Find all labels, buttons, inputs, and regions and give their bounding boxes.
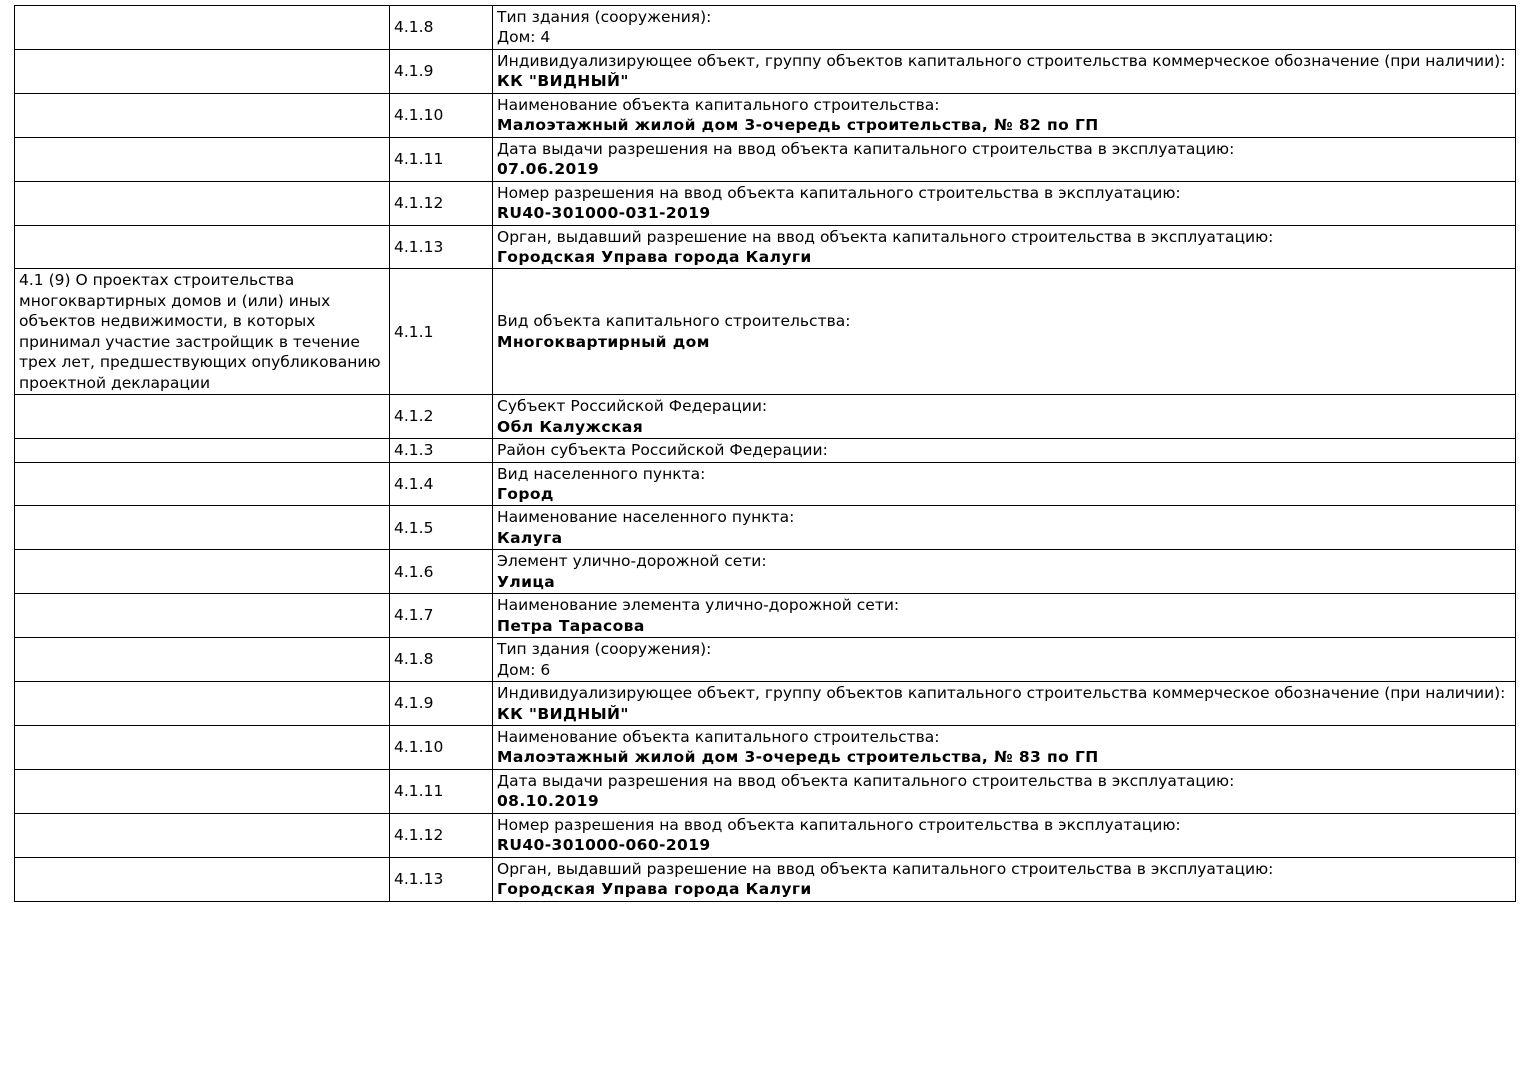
section-cell bbox=[15, 638, 390, 682]
row-code: 4.1.3 bbox=[390, 439, 493, 462]
section-cell bbox=[15, 225, 390, 269]
section-cell bbox=[15, 725, 390, 769]
field-label: Субъект Российской Федерации: bbox=[497, 397, 768, 416]
table-row bbox=[15, 813, 1516, 857]
table-row bbox=[15, 49, 1516, 93]
section-cell bbox=[15, 6, 390, 50]
row-code: 4.1.10 bbox=[390, 93, 493, 137]
description-cell bbox=[493, 181, 1516, 225]
description-cell bbox=[493, 439, 1516, 462]
description-cell bbox=[493, 269, 1516, 395]
field-label: Наименование элемента улично-дорожной сети: bbox=[497, 596, 900, 615]
table-row bbox=[15, 225, 1516, 269]
table-row bbox=[15, 462, 1516, 506]
description-cell bbox=[493, 813, 1516, 857]
table-row bbox=[15, 594, 1516, 638]
field-label: Элемент улично-дорожной сети: bbox=[497, 552, 767, 571]
description-cell bbox=[493, 49, 1516, 93]
field-label: Орган, выдавший разрешение на ввод объекта капитального строительства в эксплуатацию: bbox=[497, 859, 1274, 878]
field-value: 07.06.2019 bbox=[497, 160, 600, 179]
project-declaration-table bbox=[14, 5, 1516, 902]
field-value: КК "ВИДНЫЙ" bbox=[497, 72, 629, 91]
description-cell bbox=[493, 225, 1516, 269]
field-value: Дом: 6 bbox=[497, 660, 551, 679]
field-value: КК "ВИДНЫЙ" bbox=[497, 704, 629, 723]
field-value: Малоэтажный жилой дом 3-очередь строительства, № 83 по ГП bbox=[497, 748, 1099, 767]
section-cell bbox=[15, 857, 390, 901]
field-label: Вид населенного пункта: bbox=[497, 464, 706, 483]
field-label: Тип здания (сооружения): bbox=[497, 640, 712, 659]
table-row bbox=[15, 769, 1516, 813]
section-cell bbox=[15, 93, 390, 137]
table-row bbox=[15, 506, 1516, 550]
description-cell bbox=[493, 594, 1516, 638]
field-value: Городская Управа города Калуги bbox=[497, 880, 812, 899]
table-row bbox=[15, 181, 1516, 225]
description-cell bbox=[493, 857, 1516, 901]
field-value: 08.10.2019 bbox=[497, 792, 600, 811]
field-label: Номер разрешения на ввод объекта капитального строительства в эксплуатацию: bbox=[497, 183, 1181, 202]
field-value: Калуга bbox=[497, 528, 563, 547]
field-label: Дата выдачи разрешения на ввод объекта капитального строительства в эксплуатацию: bbox=[497, 139, 1235, 158]
description-cell bbox=[493, 6, 1516, 50]
field-label: Район субъекта Российской Федерации: bbox=[497, 441, 828, 460]
row-code: 4.1.2 bbox=[390, 395, 493, 439]
description-cell bbox=[493, 550, 1516, 594]
field-label: Индивидуализирующее объект, группу объектов капитального строительства коммерческое обозначение (при наличии): bbox=[497, 51, 1506, 70]
field-label: Тип здания (сооружения): bbox=[497, 8, 712, 26]
description-cell bbox=[493, 462, 1516, 506]
section-cell: 4.1 (9) О проектах строительства многоквартирных домов и (или) иных объектов недвижимости, в которых принимал участие застройщик в течение трех лет, предшествующих опубликованию проектной декларации bbox=[15, 269, 390, 395]
field-value: Город bbox=[497, 484, 554, 503]
row-code: 4.1.11 bbox=[390, 137, 493, 181]
field-value: Городская Управа города Калуги bbox=[497, 247, 812, 266]
section-cell bbox=[15, 506, 390, 550]
field-label: Индивидуализирующее объект, группу объектов капитального строительства коммерческое обозначение (при наличии): bbox=[497, 684, 1506, 703]
row-code: 4.1.8 bbox=[390, 6, 493, 50]
description-cell bbox=[493, 769, 1516, 813]
table-row bbox=[15, 682, 1516, 726]
section-cell bbox=[15, 682, 390, 726]
field-value: Обл Калужская bbox=[497, 417, 644, 436]
table-row bbox=[15, 137, 1516, 181]
section-cell bbox=[15, 769, 390, 813]
field-value: Дом: 4 bbox=[497, 28, 551, 47]
description-cell bbox=[493, 638, 1516, 682]
field-label: Орган, выдавший разрешение на ввод объекта капитального строительства в эксплуатацию: bbox=[497, 227, 1274, 246]
table-row bbox=[15, 269, 1516, 395]
description-cell bbox=[493, 137, 1516, 181]
section-cell bbox=[15, 462, 390, 506]
row-code: 4.1.5 bbox=[390, 506, 493, 550]
section-cell bbox=[15, 439, 390, 462]
row-code: 4.1.11 bbox=[390, 769, 493, 813]
field-label: Дата выдачи разрешения на ввод объекта капитального строительства в эксплуатацию: bbox=[497, 771, 1235, 790]
field-label: Наименование объекта капитального строительства: bbox=[497, 95, 940, 114]
section-cell bbox=[15, 550, 390, 594]
section-cell bbox=[15, 813, 390, 857]
field-value: Улица bbox=[497, 572, 556, 591]
row-code: 4.1.12 bbox=[390, 181, 493, 225]
description-cell bbox=[493, 395, 1516, 439]
row-code: 4.1.9 bbox=[390, 682, 493, 726]
table-row bbox=[15, 93, 1516, 137]
row-code: 4.1.9 bbox=[390, 49, 493, 93]
row-code: 4.1.6 bbox=[390, 550, 493, 594]
field-label: Вид объекта капитального строительства: bbox=[497, 312, 851, 331]
section-cell bbox=[15, 49, 390, 93]
field-value: Многоквартирный дом bbox=[497, 332, 710, 351]
table-row bbox=[15, 395, 1516, 439]
field-label: Наименование населенного пункта: bbox=[497, 508, 795, 527]
table-row bbox=[15, 638, 1516, 682]
table-row bbox=[15, 6, 1516, 50]
description-cell bbox=[493, 682, 1516, 726]
row-code: 4.1.4 bbox=[390, 462, 493, 506]
section-cell bbox=[15, 395, 390, 439]
section-cell bbox=[15, 137, 390, 181]
table-row bbox=[15, 439, 1516, 462]
field-value: Петра Тарасова bbox=[497, 616, 645, 635]
row-code: 4.1.12 bbox=[390, 813, 493, 857]
row-code: 4.1.13 bbox=[390, 225, 493, 269]
row-code: 4.1.10 bbox=[390, 725, 493, 769]
field-value: Малоэтажный жилой дом 3-очередь строительства, № 82 по ГП bbox=[497, 116, 1099, 135]
description-cell bbox=[493, 93, 1516, 137]
section-cell bbox=[15, 181, 390, 225]
description-cell bbox=[493, 506, 1516, 550]
section-cell bbox=[15, 594, 390, 638]
table-row bbox=[15, 725, 1516, 769]
description-cell bbox=[493, 725, 1516, 769]
row-code: 4.1.13 bbox=[390, 857, 493, 901]
table-body bbox=[15, 6, 1516, 902]
row-code: 4.1.7 bbox=[390, 594, 493, 638]
row-code: 4.1.8 bbox=[390, 638, 493, 682]
table-row bbox=[15, 550, 1516, 594]
table-row bbox=[15, 857, 1516, 901]
field-value: RU40-301000-031-2019 bbox=[497, 204, 711, 223]
field-label: Номер разрешения на ввод объекта капитального строительства в эксплуатацию: bbox=[497, 815, 1181, 834]
field-value: RU40-301000-060-2019 bbox=[497, 836, 711, 855]
row-code: 4.1.1 bbox=[390, 269, 493, 395]
field-label: Наименование объекта капитального строительства: bbox=[497, 727, 940, 746]
